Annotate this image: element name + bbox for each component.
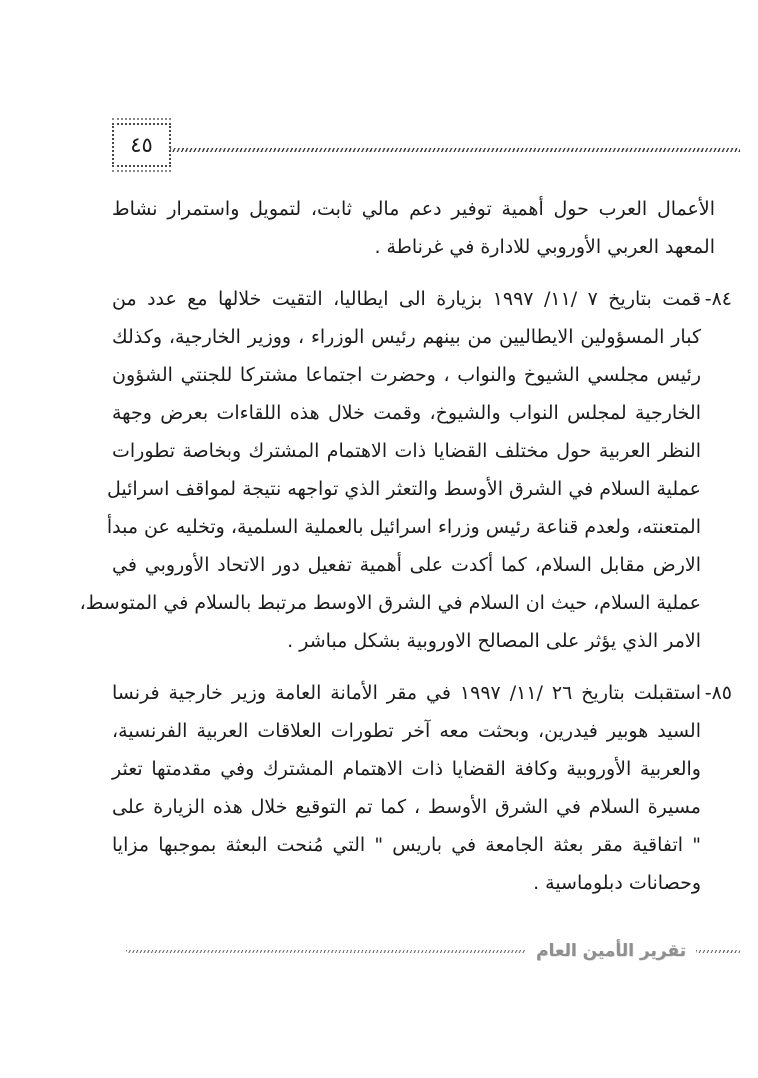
- text-line: الارض مقابل السلام، كما أكدت على أهمية تفعيل دور الاتحاد الأوروبي في: [112, 554, 701, 576]
- text-line: الامر الذي يؤثر على المصالح الاوروبية بشكل مباشر .: [287, 630, 701, 652]
- page-content: [79, 190, 732, 916]
- numbered-item-85: [112, 674, 732, 902]
- text-line: مسيرة السلام في الشرق الأوسط ، كما تم التوقيع خلال هذه الزيارة على: [112, 796, 701, 818]
- footer-rule-right: [696, 950, 740, 953]
- text-line: رئيس مجلسي الشيوخ والنواب ، وحضرت اجتماعا مشتركا للجنتي الشؤون: [112, 364, 701, 386]
- intro-paragraph: [112, 190, 715, 266]
- text-line: المعهد العربي الأوروبي للادارة في غرناطة .: [374, 236, 715, 258]
- header-rule: [170, 148, 740, 152]
- text-line: النظر العربية حول مختلف القضايا ذات الاهتمام المشترك وبخاصة تطورات: [112, 440, 701, 462]
- text-line: استقبلت بتاريخ ٢٦ /١١/ ١٩٩٧ في مقر الأمانة العامة وزير خارجية فرنسا: [112, 682, 701, 704]
- text-line: السيد هوبير فيدرين، وبحثت معه آخر تطورات العلاقات العربية الفرنسية،: [112, 720, 701, 742]
- text-line: الأعمال العرب حول أهمية توفير دعم مالي ثابت، لتمويل واستمرار نشاط: [112, 198, 715, 220]
- item-text: [112, 674, 701, 902]
- item-number: ٨٤-: [704, 288, 732, 310]
- item-text: [79, 280, 701, 660]
- item-number: ٨٥-: [704, 682, 732, 704]
- text-line: والعربية الأوروبية وكافة القضايا ذات الاهتمام المشترك وفي مقدمتها تعثر: [112, 758, 701, 780]
- footer-title: تقرير الأمين العام: [536, 941, 686, 961]
- text-line: كبار المسؤولين الايطاليين من بينهم رئيس الوزراء ، ووزير الخارجية، وكذلك: [112, 326, 701, 348]
- text-line: " اتفاقية مقر بعثة الجامعة في باريس " التي مُنحت البعثة بموجبها مزايا: [112, 834, 701, 856]
- numbered-item-84: [79, 280, 732, 660]
- text-line: الخارجية لمجلس النواب والشيوخ، وقمت خلال هذه اللقاءات بعرض وجهة: [112, 402, 701, 424]
- text-line: قمت بتاريخ ٧ /١١/ ١٩٩٧ بزيارة الى ايطاليا، التقيت خلالها مع عدد من: [112, 288, 701, 310]
- footer-rule-left: [126, 950, 526, 953]
- text-line: وحصانات دبلوماسية .: [533, 872, 701, 894]
- text-line: المتعنته، ولعدم قناعة رئيس وزراء اسرائيل بالعملية السلمية، وتخليه عن مبدأ: [106, 516, 701, 538]
- text-line: عملية السلام في الشرق الأوسط والتعثر الذي تواجهه نتيجة لمواقف اسرائيل: [107, 478, 701, 500]
- text-line: عملية السلام، حيث ان السلام في الشرق الاوسط مرتبط بالسلام في المتوسط،: [79, 592, 701, 614]
- page-number: ٤٥: [130, 133, 153, 157]
- page-footer: [126, 938, 740, 964]
- page-number-box: [112, 123, 171, 167]
